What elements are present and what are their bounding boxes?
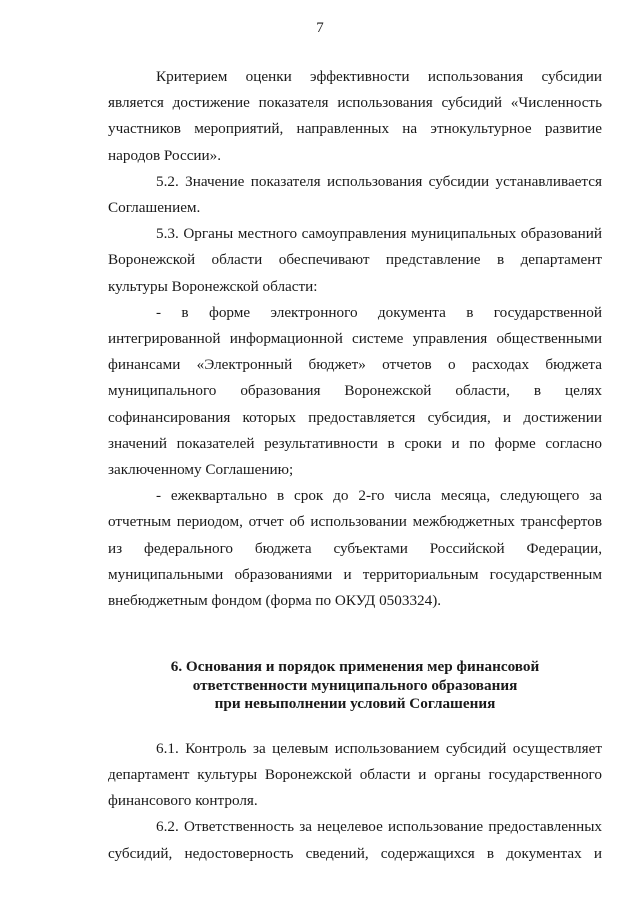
paragraph-5-2: 5.2. Значение показателя использования субсидии устанавливается Соглашением.	[108, 172, 602, 217]
paragraph-efficiency-criterion: Критерием оценки эффективности использования субсидии является достижение показателя использования субсидий «Численность участников мероприятий, направленных на этнокультурное развитие народов России».	[108, 68, 602, 164]
document-body	[108, 64, 602, 867]
paragraph-6-1: 6.1. Контроль за целевым использованием субсидий осуществляет департамент культуры Воронежской области и органы государственного финансового контроля.	[108, 739, 602, 810]
section-heading-line: при невыполнении условий Соглашения	[214, 695, 496, 713]
section-heading-line: ответственности муниципального образования	[192, 676, 518, 694]
paragraph-quarterly-report: - ежеквартально в срок до 2-го числа месяца, следующего за отчетным периодом, отчет об использовании межбюджетных трансфертов из федерального бюджета субъектами Российской Федерации, муниципальными образованиями и территориальным государственным внебюджетным фондом (форма по ОКУД 0503324).	[108, 487, 602, 610]
page-number: 7	[316, 20, 324, 36]
paragraph-electronic-report: - в форме электронного документа в государственной интегрированной информационной системе управления общественными финансами «Электронный бюджет» отчетов о расходах бюджета муниципального образования Воронежской области, в целях софинансирования которых предоставляется субсидия, и достижении значений показателей результативности в сроки и по форме согласно заключенному Соглашению;	[108, 303, 602, 479]
paragraph-5-3: 5.3. Органы местного самоуправления муниципальных образований Воронежской области обеспечивают представление в департамент культуры Воронежской области:	[108, 225, 602, 295]
section-heading-line: 6. Основания и порядок применения мер финансовой	[170, 658, 540, 676]
paragraph-6-2: 6.2. Ответственность за нецелевое использование предоставленных субсидий, недостоверность сведений, содержащихся в документах и	[108, 818, 602, 862]
section-heading-6	[108, 658, 602, 714]
